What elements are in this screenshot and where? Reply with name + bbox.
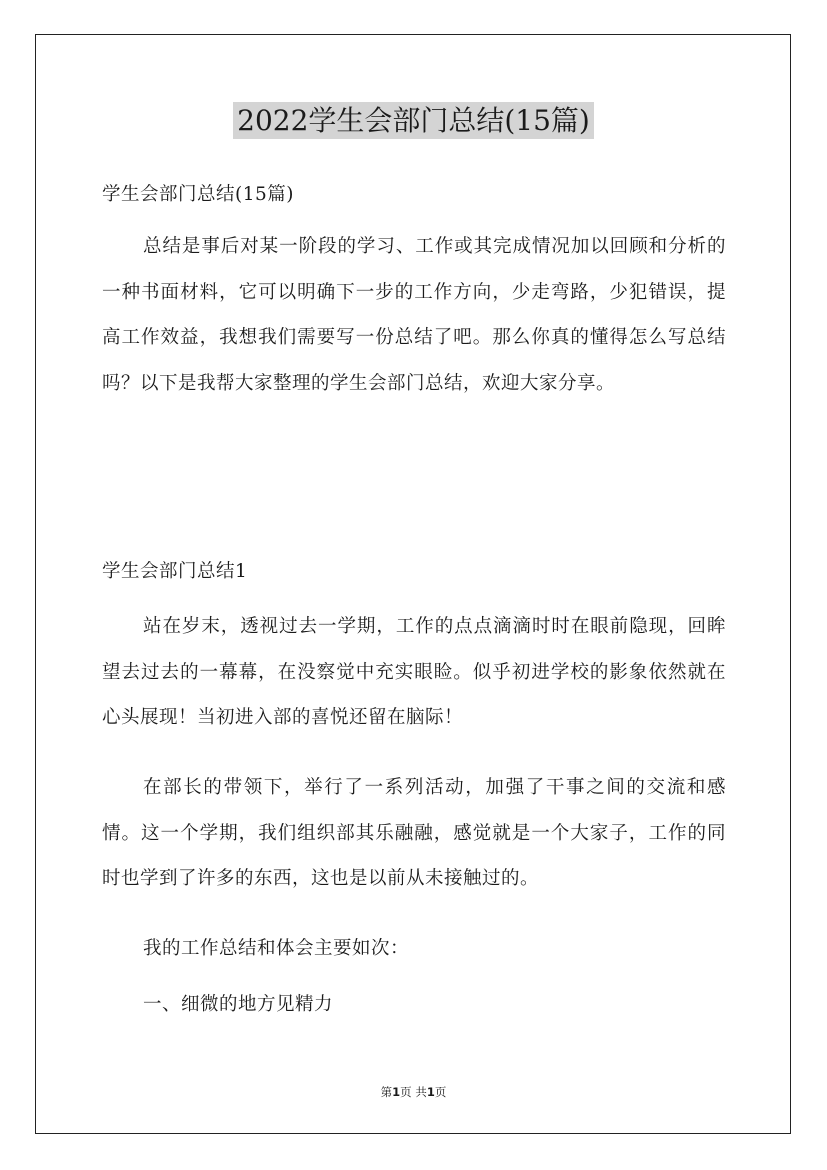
section-paragraph: 站在岁末，透视过去一学期，工作的点点滴滴时时在眼前隐现，回眸望去过去的一幕幕，在没察觉中充实眼睑。似乎初进学校的影象依然就在心头展现！当初进入部的喜悦还留在脑际！ (102, 616, 726, 728)
page-footer (0, 1084, 827, 1100)
intro-paragraph: 总结是事后对某一阶段的学习、工作或其完成情况加以回顾和分析的一种书面材料，它可以明确下一步的工作方向，少走弯路，少犯错误，提高工作效益，我想我们需要写一份总结了吧。那么你真的懂得怎么写总结吗？以下是我帮大家整理的学生会部门总结，欢迎大家分享。 (102, 236, 726, 394)
footer-page-total: 1 (426, 1085, 435, 1099)
footer-prefix: 第 (380, 1085, 393, 1099)
footer-mid: 页 共 (400, 1085, 427, 1099)
footer-suffix: 页 (434, 1085, 447, 1099)
document-subtitle: 学生会部门总结(15篇) (102, 184, 294, 205)
section-subheading: 一、细微的地方见精力 (143, 994, 334, 1015)
document-title (0, 98, 827, 144)
section-paragraph: 在部长的带领下，举行了一系列活动，加强了干事之间的交流和感情。这一个学期，我们组织部其乐融融，感觉就是一个大家子，工作的同时也学到了许多的东西，这也是以前从未接触过的。 (102, 777, 726, 889)
document-title-text: 2022学生会部门总结(15篇) (233, 102, 594, 139)
footer-page-current: 1 (392, 1085, 401, 1099)
section-paragraph: 我的工作总结和体会主要如次： (143, 938, 410, 959)
section-heading: 学生会部门总结1 (102, 561, 248, 582)
